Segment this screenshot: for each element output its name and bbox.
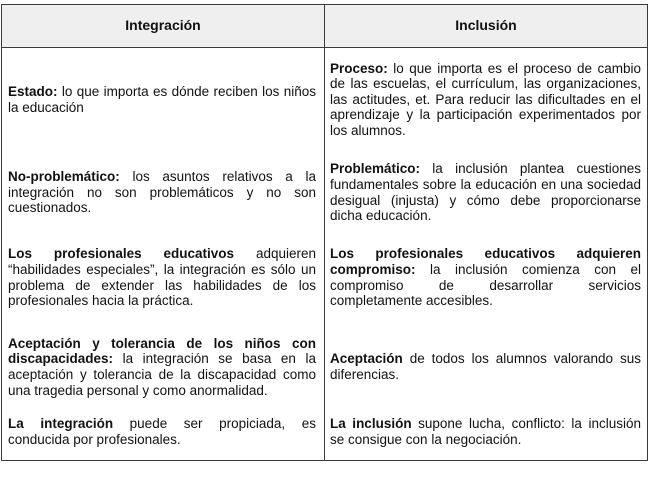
table-row	[2, 413, 648, 461]
table-row	[2, 321, 648, 413]
cell-text: la inclusión plantea cuestiones fundamentales sobre la educación en una sociedad desigual (injusta) y cómo debe proporcionarse dicha educación.	[330, 161, 641, 224]
table-row	[2, 151, 648, 234]
inclusion-cell	[325, 48, 648, 152]
cell-lead: La inclusión	[330, 416, 412, 431]
cell-lead: Proceso:	[330, 60, 388, 76]
cell-lead: Aceptación	[330, 351, 403, 367]
table-row	[2, 234, 648, 321]
comparison-table	[1, 4, 648, 461]
cell-lead: Los profesionales educativos adquieren compromiso:	[330, 246, 641, 277]
integracion-cell	[2, 413, 325, 461]
cell-text: los asuntos relativos a la integración no son problemáticos y no son cuestionados.	[8, 169, 316, 216]
inclusion-cell	[325, 234, 648, 321]
inclusion-cell	[325, 151, 648, 234]
integracion-cell	[2, 234, 325, 321]
inclusion-cell	[325, 321, 648, 413]
cell-lead: Problemático:	[330, 161, 421, 177]
cell-text: supone lucha, conflicto: la inclusión se consigue con la negociación.	[330, 416, 641, 447]
header-integracion: Integración	[2, 5, 325, 48]
cell-lead: La integración	[8, 416, 114, 431]
cell-lead: No-problemático:	[8, 169, 120, 185]
cell-text: lo que importa es dónde reciben los niños la educación	[8, 83, 316, 115]
integracion-cell	[2, 321, 325, 413]
cell-text: puede ser propiciada, es conducida por profesionales.	[8, 416, 316, 447]
inclusion-cell	[325, 413, 648, 461]
cell-text: de todos los alumnos valorando sus diferencias.	[330, 351, 641, 382]
cell-text: la inclusión comienza con el compromiso de desarrollar servicios completamente accesibles.	[330, 261, 641, 309]
cell-text: adquieren “habilidades especiales”, la integración es sólo un problema de extender las habilidades de los profesionales hacia la práctica.	[8, 246, 316, 309]
cell-text: la integración se basa en la aceptación y tolerancia de la discapacidad como una tragedia personal y como anormalidad.	[8, 351, 316, 398]
cell-lead: Los profesionales educativos	[8, 246, 235, 262]
cell-lead: Estado:	[8, 83, 58, 99]
header-inclusion: Inclusión	[325, 5, 648, 48]
header-row	[2, 5, 648, 48]
cell-lead: Aceptación y tolerancia de los niños con discapacidades:	[8, 335, 316, 367]
integracion-cell	[2, 48, 325, 152]
integracion-cell	[2, 151, 325, 234]
cell-text: lo que importa es el proceso de cambio de las escuelas, el currículum, las organizaciones, las actitudes, et. Para reducir las dificultades en el aprendizaje y la participación experimentados por los alumnos.	[330, 60, 641, 138]
table-row	[2, 48, 648, 152]
